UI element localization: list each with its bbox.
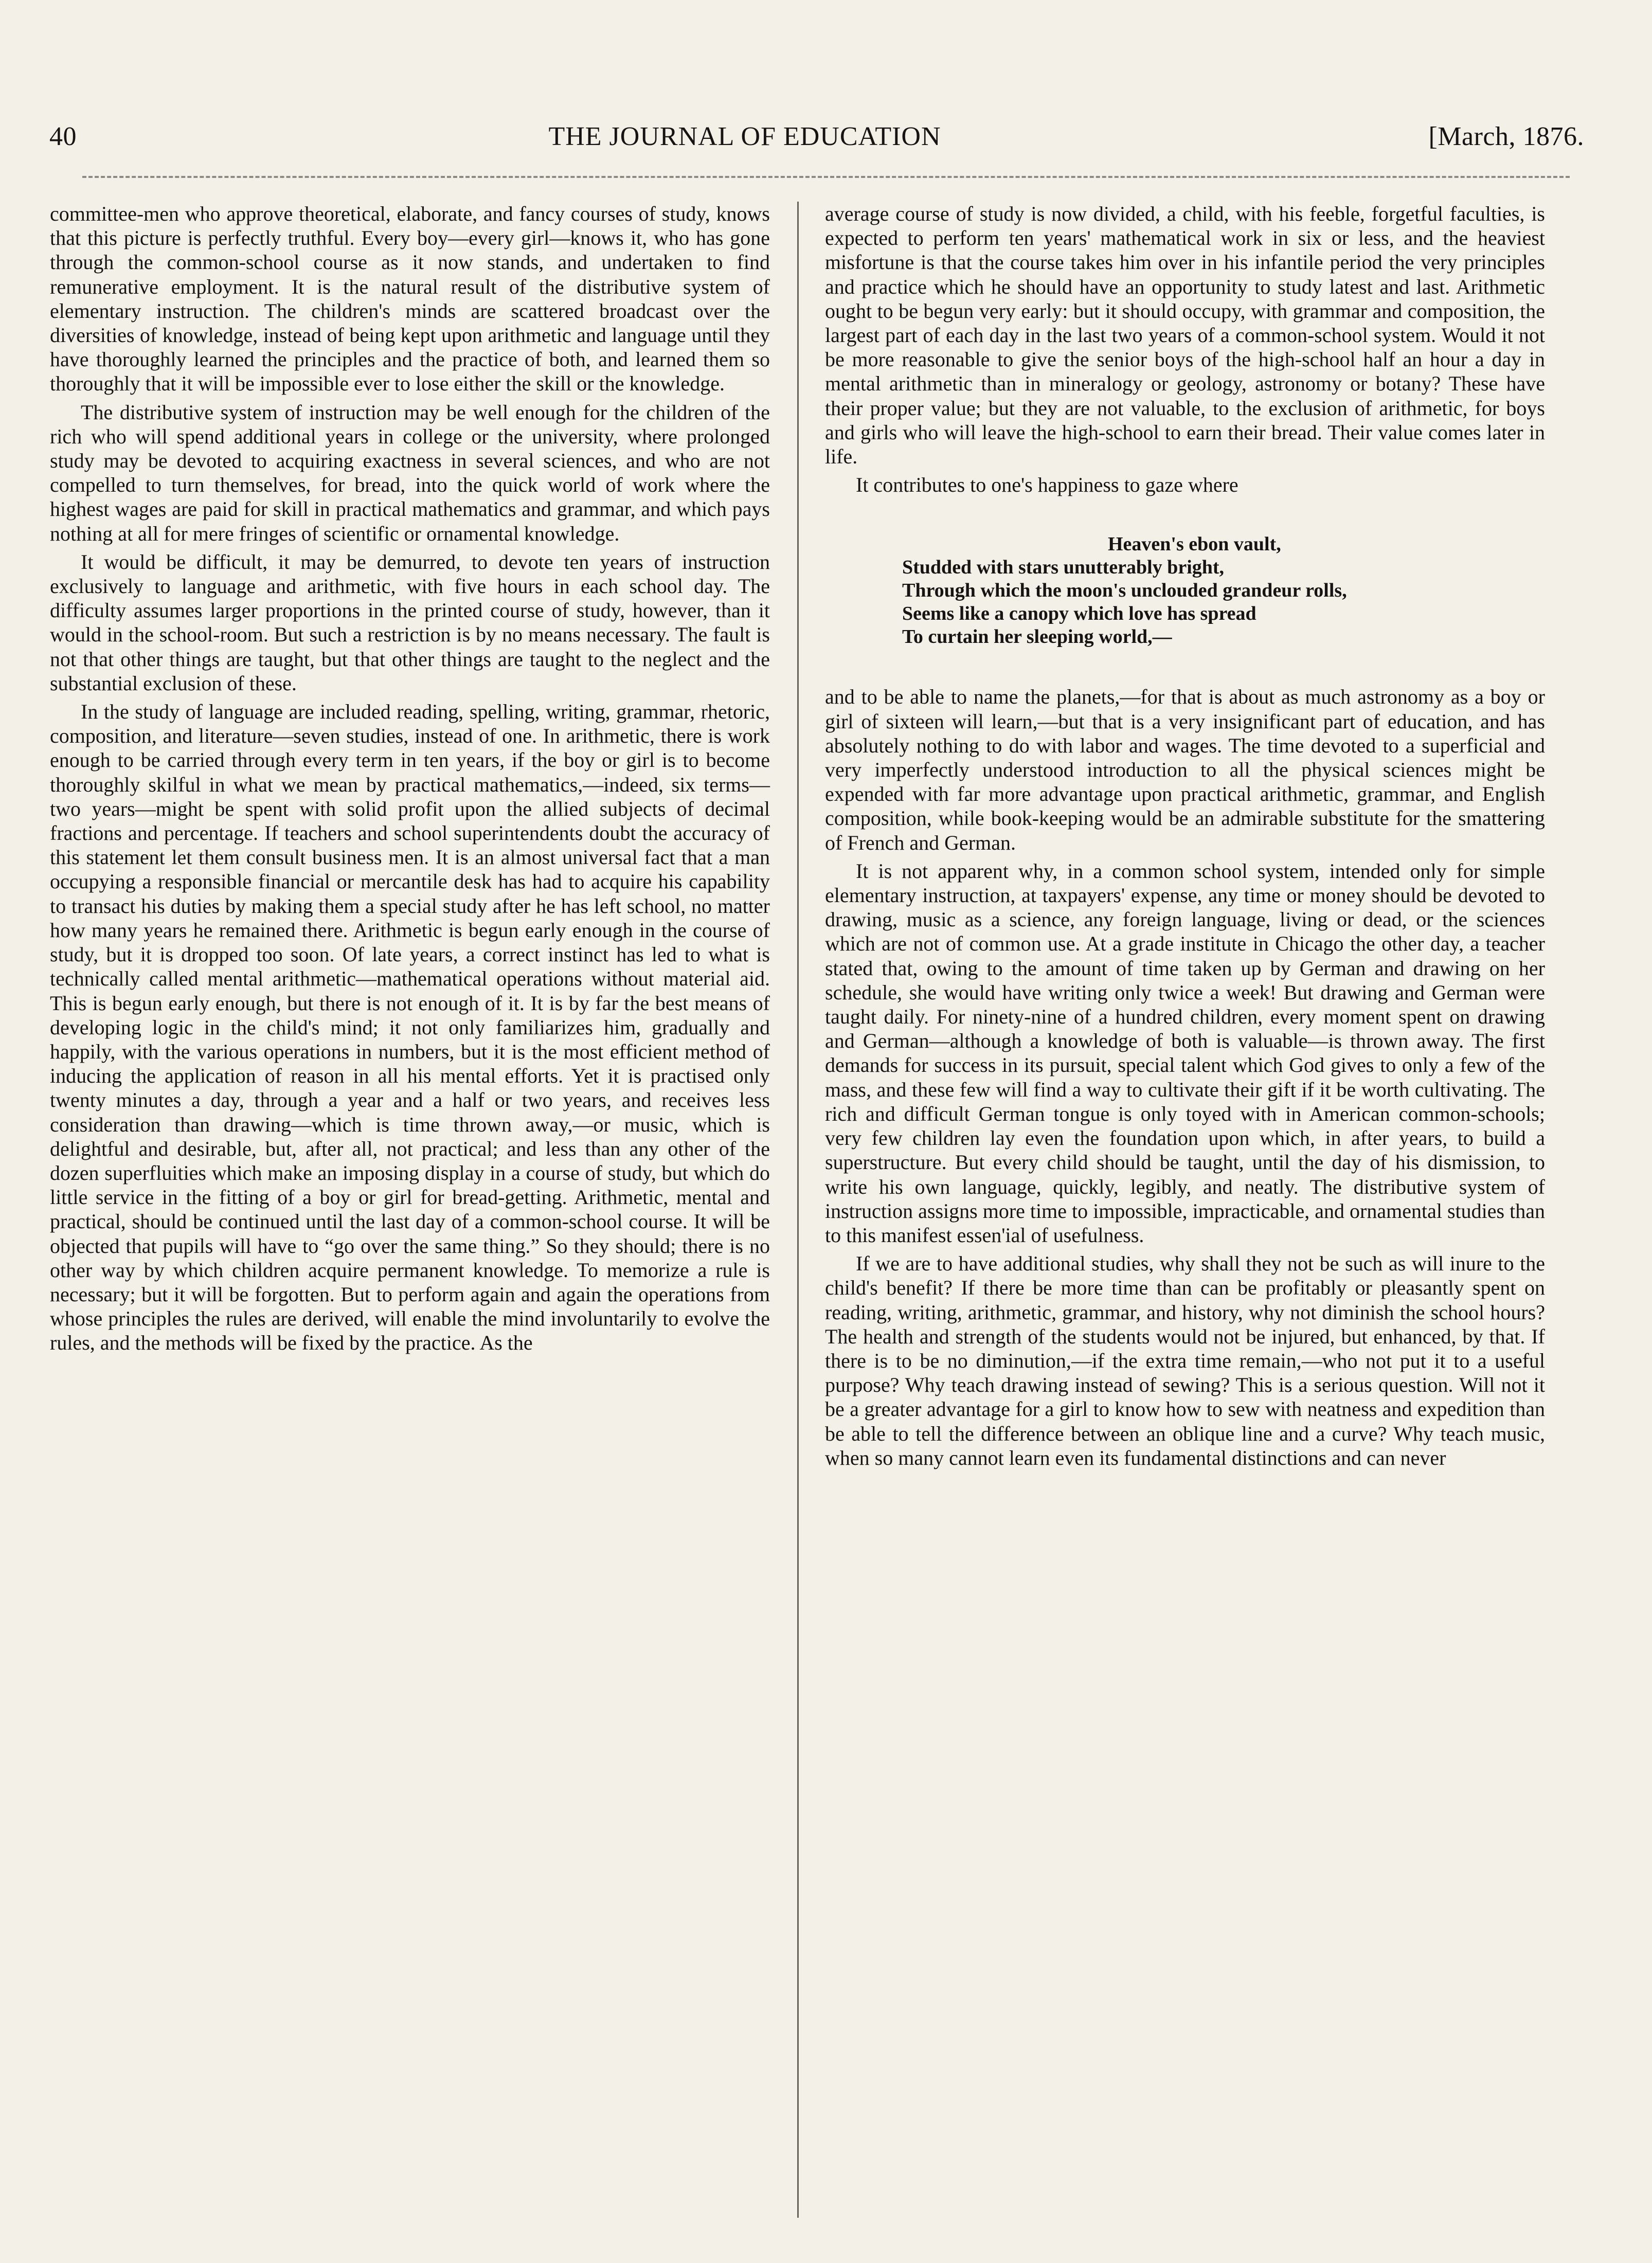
left-paragraph-4: In the study of language are included reading, spelling, writing, grammar, rhetoric, composition, and literature—seven studies, instead of one. In arithmetic, there is work enough to be carried through every term in ten years, if the boy or girl is to become thoroughly skilful in what we mean by practical mathematics,—indeed, six terms—two years—might be spent with solid profit upon the allied subjects of decimal fractions and percentage. If teachers and school superintendents doubt the accuracy of this statement let them consult business men. It is an almost universal fact that a man occupying a responsible financial or mercantile desk has had to acquire his capability to transact his duties by making them a special study after he has left school, no matter how many years he remained there. Arithmetic is begun early enough in the course of study, but it is dropped too soon. Of late years, a correct instinct has led to what is technically called mental arithmetic—mathematical operations without material aid. This is begun early enough, but there is not enough of it. It is by far the best means of developing logic in the child's mind; it not only familiarizes him, gradually and happily, with the various operations in numbers, but it is the most efficient method of inducing the application of reason in all his mental efforts. Yet it is practised only twenty minutes a day, through a year and a half or two years, and receives less consideration than drawing—which is time thrown away,—or music, which is delightful and desirable, but, after all, not practical; and less than any other of the dozen superfluities which make an imposing display in a course of study, but which do little service in the fitting of a boy or girl for bread-getting. Arithmetic, mental and practical, should be continued until the last day of a common-school course. It will be objected that pupils will have to “go over the same thing.” So they should; there is no other way by which children acquire permanent knowledge. To memorize a rule is necessary; but it will be forgotten. But to perform again and again the operations from whose principles the rules are derived, will enable the mind involuntarily to evolve the rules, and the methods will be fixed by the practice. As the	[50, 700, 770, 1355]
right-paragraph-2: It contributes to one's happiness to gaze where	[856, 473, 1238, 497]
column-divider	[797, 202, 799, 2218]
poem-quotation	[902, 533, 1545, 649]
right-column	[825, 202, 1545, 1474]
left-paragraph-3: It would be difficult, it may be demurred, to devote ten years of instruction exclusively to language and arithmetic, with five hours in each school day. The difficulty assumes larger proportions in the printed course of study, however, than it would in the school-room. But such a restriction is by no means necessary. The fault is not that other things are taught, but that other things are taught to the neglect and the substantial exclusion of these.	[50, 550, 770, 695]
left-paragraph-2: The distributive system of instruction may be well enough for the children of the rich who will spend additional years in college or the university, where prolonged study may be devoted to acquiring exactness in several sciences, and who are not compelled to turn themselves, for bread, into the quick world of work where the highest wages are paid for skill in practical mathematics and grammar, and which pays nothing at all for mere fringes of scientific or ornamental knowledge.	[50, 400, 770, 545]
poem-line: Seems like a canopy which love has spread	[902, 603, 1256, 625]
poem-line: Studded with stars unutterably bright,	[902, 556, 1225, 579]
right-paragraph-1: average course of study is now divided, a child, with his feeble, forgetful faculties, is expected to perform ten years' mathematical work in six or less, and the heaviest misfortune is that the course takes him over in his infantile period the very principles and practice which he should have an opportunity to study latest and last. Arithmetic ought to be begun very early: but it should occupy, with grammar and composition, the largest part of each day in the last two years of a common-school system. Would it not be more reasonable to give the senior boys of the high-school half an hour a day in mental arithmetic than in mineralogy or geology, astronomy or botany? These have their proper value; but they are not valuable, to the exclusion of arithmetic, for boys and girls who will leave the high-school to earn their bread. Their value comes later in life.	[825, 202, 1545, 469]
right-paragraph-5: If we are to have additional studies, why shall they not be such as will inure to the child's benefit? If there be more time than can be profitably or pleasantly spent on reading, writing, arithmetic, grammar, and history, why not diminish the school hours? The health and strength of the students would not be injured, but enhanced, by that. If there is to be no diminution,—if the extra time remain,—who not put it to a useful purpose? Why teach drawing instead of sewing? This is a serious question. Will not it be a greater advantage for a girl to know how to sew with neatness and expedition than be able to tell the difference between an oblique line and a curve? Why teach music, when so many cannot learn even its fundamental distinctions and can never	[825, 1252, 1545, 1469]
running-header	[49, 109, 1584, 150]
poem-line: Through which the moon's unclouded grandeur rolls,	[902, 580, 1347, 602]
issue-date: [March, 1876.	[1428, 122, 1584, 151]
header-divider	[82, 176, 1570, 178]
left-column	[50, 202, 770, 1359]
poem-line: Heaven's ebon vault,	[1108, 533, 1281, 555]
left-paragraph-1: committee-men who approve theoretical, elaborate, and fancy courses of study, knows that this picture is perfectly truthful. Every boy—every girl—knows it, who has gone through the common-school course as it now stands, and undertaken to find remunerative employment. It is the natural result of the distributive system of elementary instruction. The children's minds are scattered broadcast over the diversities of knowledge, instead of being kept upon arithmetic and language until they have thoroughly learned the principles and the practice of both, and learned them so thoroughly that it will be impossible ever to lose either the skill or the knowledge.	[50, 202, 770, 396]
poem-line: To curtain her sleeping world,—	[902, 626, 1172, 648]
page-number: 40	[49, 122, 77, 151]
right-paragraph-4: It is not apparent why, in a common school system, intended only for simple elementary instruction, at taxpayers' expense, any time or money should be devoted to drawing, music as a science, any foreign language, living or dead, or the sciences which are not of common use. At a grade institute in Chicago the other day, a teacher stated that, owing to the amount of time taken up by German and drawing on her schedule, she would have writing only twice a week! But drawing and German were taught daily. For ninety-nine of a hundred children, every moment spent on drawing and German—although a knowledge of both is valuable—is thrown away. The first demands for success in its pursuit, special talent which God gives to only a few of the mass, and these few will find a way to cultivate their gift if it be worth cultivating. The rich and difficult German tongue is only toyed with in American common-schools; very few children lay even the foundation upon which, in after years, to build a superstructure. But every child should be taught, until the day of his dismission, to write his own language, quickly, legibly, and neatly. The distributive system of instruction assigns more time to impossible, impracticable, and ornamental studies than to this manifest essen'ial of usefulness.	[825, 859, 1545, 1247]
journal-title: THE JOURNAL OF EDUCATION	[548, 122, 941, 151]
right-paragraph-3: and to be able to name the planets,—for that is about as much astronomy as a boy or girl of sixteen will learn,—but that is a very insignificant part of education, and has absolutely nothing to do with labor and wages. The time devoted to a superficial and very imperfectly understood introduction to all the physical sciences might be expended with far more advantage upon practical arithmetic, grammar, and English composition, while book-keeping would be an admirable substitute for the smattering of French and German.	[825, 685, 1545, 854]
